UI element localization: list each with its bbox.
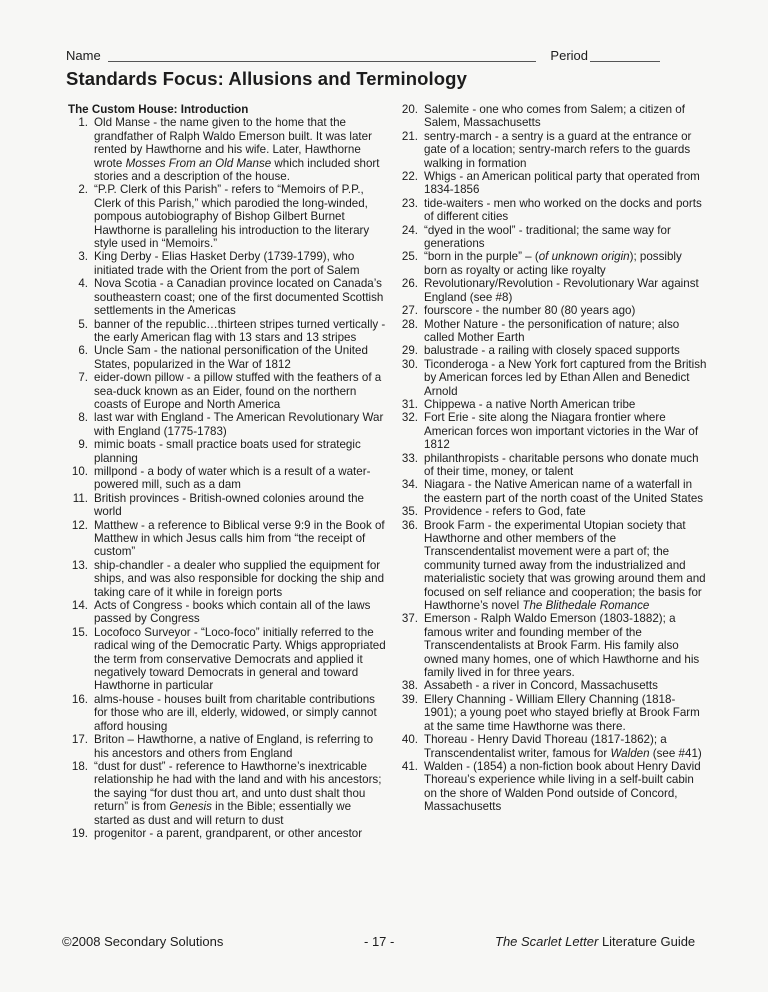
term-item: [390, 170, 708, 197]
section-heading: The Custom House: Introduction: [68, 103, 249, 116]
term-number: 32.: [401, 411, 418, 425]
term-item: [66, 827, 388, 840]
definition-text: “P.P. Clerk of this Parish” - refers to “Memoirs of P.P., Clerk of this Parish,” which parodied the long-winded, pompous autobiography of Bishop Gilbert Burnet Hawthorne is paralleling his introduction to the literary style used in “Memoirs.”: [94, 183, 370, 251]
definition-text: King Derby - Elias Hasket Derby (1739-1799), who initiated trade with the Orient from the port of Salem: [94, 250, 360, 277]
term-item: [390, 679, 708, 692]
term-item: [390, 760, 708, 814]
term-number: 20.: [401, 103, 418, 116]
term-definition: [424, 130, 708, 170]
guide-title: [495, 934, 695, 949]
term-item: [390, 411, 708, 451]
definition-text: which included short stories and a description of the house.: [94, 156, 380, 184]
term-number: 3.: [78, 250, 88, 264]
guide-title-suffix: Literature Guide: [598, 934, 696, 949]
term-definition: [94, 438, 388, 465]
term-definition: [424, 250, 708, 277]
term-definition: [424, 103, 708, 130]
term-number: 25.: [401, 250, 418, 264]
definition-text: Acts of Congress - books which contain all of the laws passed by Congress: [94, 599, 371, 626]
term-item: [66, 599, 388, 626]
term-definition: [424, 760, 708, 814]
term-item: [390, 103, 708, 130]
left-column: [66, 103, 388, 840]
term-number: 41.: [401, 759, 418, 773]
term-item: [66, 250, 388, 277]
italic-title: Walden: [610, 746, 650, 760]
term-item: [66, 371, 388, 411]
italic-title: of unknown origin: [538, 250, 630, 264]
term-number: 40.: [401, 733, 418, 747]
term-item: [390, 224, 708, 251]
definition-text: Ticonderoga - a New York fort captured from the British by American forces led by Ethan Allen and Benedict Arnold: [424, 357, 707, 398]
term-number: 34.: [401, 478, 418, 492]
term-number: 15.: [71, 625, 88, 639]
term-definition: [424, 411, 708, 451]
term-definition: [424, 277, 708, 304]
term-number: 1.: [78, 116, 88, 130]
term-definition: [94, 626, 388, 693]
term-definition: [424, 197, 708, 224]
right-term-list: [390, 103, 708, 814]
name-blank[interactable]: [108, 61, 536, 62]
definition-text: Providence - refers to God, fate: [424, 505, 586, 519]
term-number: 29.: [401, 344, 418, 358]
term-item: [390, 398, 708, 411]
term-definition: [94, 116, 388, 183]
term-number: 5.: [78, 317, 88, 331]
term-number: 28.: [401, 317, 418, 331]
term-item: [390, 197, 708, 224]
definition-text: Mother Nature - the personification of nature; also called Mother Earth: [424, 317, 680, 344]
term-item: [66, 277, 388, 317]
term-definition: [94, 465, 388, 492]
term-definition: [424, 318, 708, 345]
term-number: 37.: [401, 612, 418, 626]
term-item: [66, 344, 388, 371]
page-title: Standards Focus: Allusions and Terminology: [66, 68, 467, 89]
term-definition: [424, 679, 708, 692]
term-definition: [94, 760, 388, 827]
right-column: [390, 103, 708, 814]
left-term-list: [66, 116, 388, 840]
term-item: [390, 478, 708, 505]
term-number: 10.: [71, 464, 88, 478]
term-definition: [424, 398, 708, 411]
term-definition: [424, 170, 708, 197]
definition-text: banner of the republic…thirteen stripes turned vertically - the early American flag with 13 stars and 13 stripes: [94, 317, 386, 344]
definition-text: sentry-march - a sentry is a guard at the entrance or gate of a location; sentry-march refers to the guards walking in formation: [424, 129, 692, 170]
term-number: 19.: [71, 826, 88, 840]
term-item: [66, 116, 388, 183]
term-number: 12.: [71, 518, 88, 532]
term-item: [66, 411, 388, 438]
definition-text: Assabeth - a river in Concord, Massachusetts: [424, 679, 658, 693]
term-item: [390, 733, 708, 760]
term-definition: [424, 344, 708, 357]
definition-text: alms-house - houses built from charitable contributions for those who are ill, elderly, widowed, or simply cannot afford housing: [94, 692, 377, 733]
definition-text: eider-down pillow - a pillow stuffed with the feathers of a sea-duck known as an Eider, found on the northern coasts of Europe and North America: [94, 371, 382, 411]
term-definition: [424, 733, 708, 760]
term-item: [390, 519, 708, 613]
term-definition: [424, 452, 708, 479]
term-item: [390, 452, 708, 479]
term-number: 6.: [78, 344, 88, 358]
term-definition: [424, 693, 708, 733]
definition-text: Ellery Channing - William Ellery Channing (1818-1901); a young poet who stayed briefly at Brook Farm at the same time Hawthorne was there.: [424, 692, 700, 733]
definition-text: Fort Erie - site along the Niagara frontier where American forces won important victories in the War of 1812: [424, 411, 699, 452]
term-item: [66, 183, 388, 250]
term-item: [390, 612, 708, 679]
guide-title-italic: The Scarlet Letter: [495, 934, 599, 949]
term-item: [66, 492, 388, 519]
term-definition: [94, 827, 388, 840]
term-definition: [94, 733, 388, 760]
term-number: 22.: [401, 170, 418, 184]
term-definition: [94, 519, 388, 559]
definition-text: ); possibly born as royalty or acting like royalty: [424, 250, 682, 277]
term-definition: [94, 183, 388, 250]
term-number: 9.: [78, 438, 88, 452]
term-definition: [94, 411, 388, 438]
term-number: 38.: [401, 679, 418, 693]
term-definition: [424, 304, 708, 317]
term-number: 16.: [71, 692, 88, 706]
term-item: [390, 304, 708, 317]
term-definition: [94, 599, 388, 626]
term-number: 39.: [401, 692, 418, 706]
period-label: Period: [550, 48, 588, 63]
term-definition: [424, 612, 708, 679]
term-definition: [94, 344, 388, 371]
definition-text: Nova Scotia - a Canadian province located on Canada’s southeastern coast; one of the first documented Scottish settlements in the Americas: [94, 277, 384, 318]
italic-title: Mosses From an Old Manse: [125, 156, 272, 170]
definition-text: Uncle Sam - the national personification of the United States, popularized in the War of 1812: [94, 344, 368, 371]
definition-text: Emerson - Ralph Waldo Emerson (1803-1882); a famous writer and founding member of the Transcendentalists at Brook Farm. His family also owned many homes, one of which Hawthorne and his family lived in for three years.: [424, 612, 700, 680]
definition-text: Briton – Hawthorne, a native of England, is referring to his ancestors and others from England: [94, 733, 374, 760]
term-number: 11.: [72, 491, 88, 505]
definition-text: last war with England - The American Revolutionary War with England (1775-1783): [94, 411, 384, 438]
term-number: 17.: [71, 733, 88, 747]
definition-text: Salemite - one who comes from Salem; a citizen of Salem, Massachusetts: [424, 103, 685, 130]
term-number: 27.: [401, 304, 418, 318]
definition-text: Revolutionary/Revolution - Revolutionary War against England (see #8): [424, 277, 699, 304]
italic-title: The Blithedale Romance: [522, 599, 650, 613]
definition-text: Matthew - a reference to Biblical verse 9:9 in the Book of Matthew in which Jesus calls him from “the receipt of custom”: [94, 518, 385, 559]
definition-text: (see #41): [649, 746, 702, 760]
definition-text: progenitor - a parent, grandparent, or other ancestor: [94, 826, 363, 840]
term-item: [390, 693, 708, 733]
term-definition: [94, 559, 388, 599]
term-number: 23.: [401, 196, 418, 210]
term-number: 13.: [71, 558, 88, 572]
definition-text: Niagara - the Native American name of a waterfall in the eastern part of the north coast of the United States: [424, 478, 704, 505]
term-number: 33.: [401, 451, 418, 465]
definition-text: “dyed in the wool” - traditional; the same way for generations: [424, 223, 671, 251]
definition-text: “born in the purple” – (: [424, 250, 539, 264]
term-definition: [94, 250, 388, 277]
term-item: [66, 465, 388, 492]
term-definition: [94, 318, 388, 345]
term-item: [390, 344, 708, 357]
term-number: 26.: [401, 277, 418, 291]
definition-text: tide-waiters - men who worked on the docks and ports of different cities: [424, 196, 702, 224]
term-definition: [424, 478, 708, 505]
term-number: 30.: [401, 357, 418, 371]
term-item: [66, 559, 388, 599]
term-definition: [424, 519, 708, 613]
term-definition: [94, 693, 388, 733]
term-definition: [424, 358, 708, 398]
definition-text: British provinces - British-owned colonies around the world: [94, 491, 365, 519]
term-number: 31.: [401, 397, 418, 411]
term-definition: [424, 505, 708, 518]
term-definition: [94, 492, 388, 519]
term-item: [390, 358, 708, 398]
term-item: [390, 130, 708, 170]
term-number: 8.: [78, 411, 88, 425]
term-item: [66, 733, 388, 760]
definition-text: Walden - (1854) a non-fiction book about Henry David Thoreau’s experience while living in a self-built cabin on the shore of Walden Pond outside of Concord, Massachusetts: [424, 759, 701, 814]
term-item: [66, 438, 388, 465]
italic-title: Genesis: [169, 800, 212, 814]
definition-text: in the Bible; essentially we started as dust and will return to dust: [94, 800, 352, 827]
term-item: [390, 505, 708, 518]
definition-text: Locofoco Surveyor - “Loco-foco” initially referred to the radical wing of the Democratic Party. Whigs appropriated the term from conservative Democrats and applied it negatively toward Democrats in general and toward Hawthorne in particular: [94, 625, 386, 693]
term-item: [390, 318, 708, 345]
definition-text: Brook Farm - the experimental Utopian society that Hawthorne and other members of the Transcendentalist movement were a part of; the community turned away from the industrialized and materialistic society that was growing around them and focused on self reliance and cooperation; the basis for Hawthorne’s novel: [424, 518, 706, 613]
term-item: [390, 277, 708, 304]
term-number: 18.: [71, 759, 88, 773]
term-item: [66, 318, 388, 345]
term-number: 35.: [401, 505, 418, 519]
page-number: - 17 -: [364, 934, 395, 949]
term-item: [66, 519, 388, 559]
definition-text: “dust for dust” - reference to Hawthorne’s inextricable relationship he had with the land and with his ancestors; the saying “for dust thou art, and unto dust shalt thou return” is from: [94, 759, 382, 814]
definition-text: Old Manse - the name given to the home that the grandfather of Ralph Waldo Emerson built. It was later rented by Hawthorne and his wife. Later, Hawthorne wrote: [94, 116, 372, 170]
copyright-text: ©2008 Secondary Solutions: [62, 934, 224, 949]
definition-text: Thoreau - Henry David Thoreau (1817-1862); a Transcendentalist writer, famous for: [424, 733, 667, 760]
period-blank[interactable]: [590, 61, 660, 62]
definition-text: philanthropists - charitable persons who donate much of their time, money, or talent: [424, 451, 699, 478]
definition-text: ship-chandler - a dealer who supplied the equipment for ships, and was also responsible for docking the ship and taking care of it while in foreign ports: [94, 558, 385, 599]
term-number: 24.: [401, 223, 418, 237]
term-number: 4.: [78, 277, 88, 291]
term-item: [390, 250, 708, 277]
term-number: 14.: [71, 599, 88, 613]
definition-text: Whigs - an American political party that operated from 1834-1856: [424, 170, 700, 197]
term-item: [66, 693, 388, 733]
term-definition: [94, 277, 388, 317]
definition-text: balustrade - a railing with closely spaced supports: [424, 344, 680, 358]
definition-text: Chippewa - a native North American tribe: [424, 397, 636, 411]
term-definition: [94, 371, 388, 411]
name-label: Name: [66, 48, 101, 63]
term-number: 2.: [78, 183, 88, 197]
definition-text: mimic boats - small practice boats used for strategic planning: [94, 438, 361, 465]
term-number: 36.: [401, 518, 418, 532]
header-line: [66, 48, 660, 64]
term-item: [66, 760, 388, 827]
term-number: 21.: [401, 129, 418, 143]
term-number: 7.: [78, 371, 88, 385]
definition-text: millpond - a body of water which is a result of a water-powered mill, such as a dam: [94, 464, 371, 492]
definition-text: fourscore - the number 80 (80 years ago): [424, 304, 636, 318]
term-item: [66, 626, 388, 693]
term-definition: [424, 224, 708, 251]
